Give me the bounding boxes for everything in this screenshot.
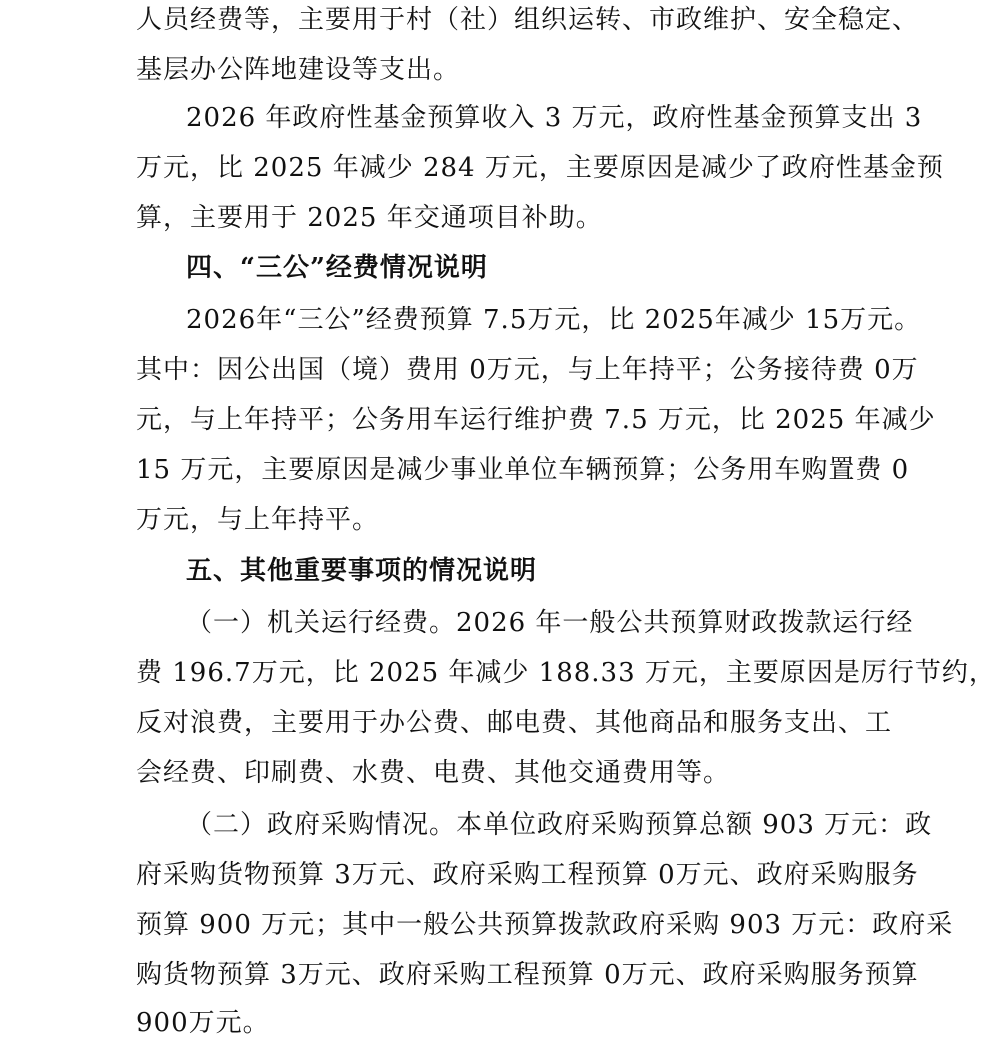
paragraph-line: 万元，比 2025 年减少 284 万元，主要原因是减少了政府性基金预 [136,153,944,183]
paragraph-line: 反对浪费，主要用于办公费、邮电费、其他商品和服务支出、工 [136,708,893,738]
paragraph-line: 2026 年政府性基金预算收入 3 万元，政府性基金预算支出 3 [186,103,923,133]
paragraph-line: 费 196.7万元，比 2025 年减少 188.33 万元，主要原因是厉行节约， [136,658,996,688]
paragraph-line: 其中：因公出国（境）费用 0万元，与上年持平；公务接待费 0万 [136,355,919,385]
paragraph-line: 元，与上年持平；公务用车运行维护费 7.5 万元，比 2025 年减少 [136,405,936,435]
paragraph-line: （一）机关运行经费。2026 年一般公共预算财政拨款运行经 [186,608,914,638]
paragraph-line: 900万元。 [136,1008,270,1038]
paragraph-line: 基层办公阵地建设等支出。 [136,55,461,85]
paragraph-line: 算，主要用于 2025 年交通项目补助。 [136,203,603,233]
paragraph-line: 会经费、印刷费、水费、电费、其他交通费用等。 [136,758,731,788]
paragraph-line: 人员经费等，主要用于村（社）组织运转、市政维护、安全稳定、 [136,5,920,35]
paragraph-line: （二）政府采购情况。本单位政府采购预算总额 903 万元：政 [186,810,933,840]
section-heading-other-matters: 五、其他重要事项的情况说明 [186,556,538,586]
paragraph-line: 2026年“三公”经费预算 7.5万元，比 2025年减少 15万元。 [186,305,922,335]
paragraph-line: 万元，与上年持平。 [136,505,380,535]
section-heading-three-public: 四、“三公”经费情况说明 [186,253,488,283]
paragraph-line: 购货物预算 3万元、政府采购工程预算 0万元、政府采购服务预算 [136,960,919,990]
paragraph-line: 府采购货物预算 3万元、政府采购工程预算 0万元、政府采购服务 [136,860,919,890]
paragraph-line: 15 万元，主要原因是减少事业单位车辆预算；公务用车购置费 0 [136,455,910,485]
paragraph-line: 预算 900 万元；其中一般公共预算拨款政府采购 903 万元：政府采 [136,910,954,940]
